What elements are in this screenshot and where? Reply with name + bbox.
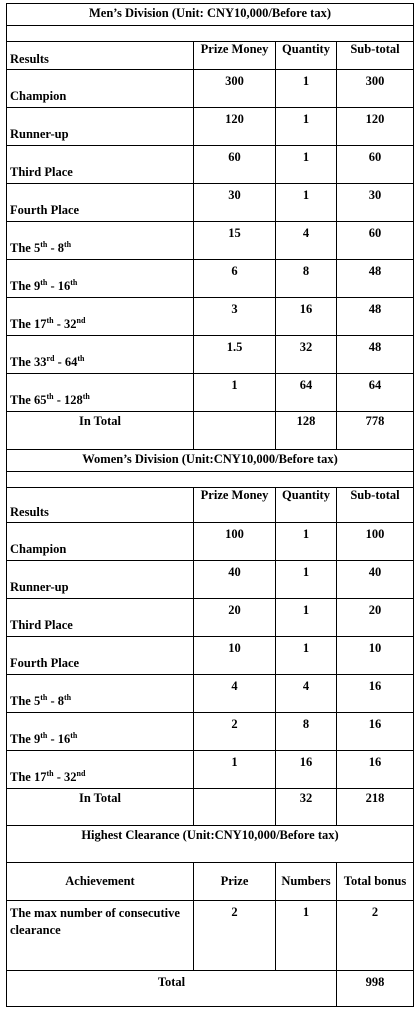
result-label-range: - 32 bbox=[53, 317, 77, 331]
womens-total-label: In Total bbox=[7, 789, 194, 826]
ordinal-suffix: nd bbox=[76, 768, 86, 778]
mens-header-subtotal: Sub-total bbox=[337, 42, 414, 70]
quantity-cell: 1 bbox=[276, 523, 337, 561]
table-row bbox=[7, 336, 414, 374]
clearance-header-achievement: Achievement bbox=[7, 863, 194, 901]
table-row bbox=[7, 298, 414, 336]
result-label bbox=[7, 713, 194, 751]
clearance-section bbox=[7, 826, 414, 1007]
womens-division bbox=[7, 450, 414, 523]
result-label bbox=[7, 222, 194, 260]
prize-money-cell: 1.5 bbox=[194, 336, 276, 374]
table-row bbox=[7, 561, 414, 599]
mens-rows bbox=[7, 70, 414, 412]
result-label-text: Runner-up bbox=[10, 580, 69, 594]
clearance-title: Highest Clearance (Unit:CNY10,000/Before tax) bbox=[7, 826, 414, 863]
table-row bbox=[7, 184, 414, 222]
subtotal-cell: 64 bbox=[337, 374, 414, 412]
result-label-range: - 32 bbox=[53, 770, 77, 784]
result-label bbox=[7, 70, 194, 108]
mens-total-subtotal: 778 bbox=[337, 412, 414, 450]
mens-header-results: Results bbox=[7, 42, 194, 70]
result-label-range: - 8 bbox=[47, 241, 65, 255]
prize-money-cell: 40 bbox=[194, 561, 276, 599]
result-label-text: Fourth Place bbox=[10, 203, 80, 217]
subtotal-cell: 16 bbox=[337, 675, 414, 713]
result-label-text: The 5 bbox=[10, 694, 41, 708]
ordinal-suffix: th bbox=[46, 315, 54, 325]
ordinal-suffix: th bbox=[70, 730, 78, 740]
clearance-prize: 2 bbox=[194, 901, 276, 971]
result-label-text: The 33 bbox=[10, 355, 47, 369]
result-label-text: Champion bbox=[10, 542, 67, 556]
result-label bbox=[7, 599, 194, 637]
table-row bbox=[7, 713, 414, 751]
result-label bbox=[7, 374, 194, 412]
quantity-cell: 64 bbox=[276, 374, 337, 412]
clearance-header-total-bonus: Total bonus bbox=[337, 863, 414, 901]
prize-money-cell: 15 bbox=[194, 222, 276, 260]
result-label-text: The 9 bbox=[10, 732, 41, 746]
quantity-cell: 1 bbox=[276, 108, 337, 146]
table-row bbox=[7, 599, 414, 637]
table-row bbox=[7, 222, 414, 260]
prize-money-cell: 2 bbox=[194, 713, 276, 751]
ordinal-suffix: th bbox=[70, 277, 78, 287]
result-label bbox=[7, 336, 194, 374]
result-label-text: Champion bbox=[10, 89, 67, 103]
ordinal-suffix: th bbox=[46, 768, 54, 778]
clearance-numbers: 1 bbox=[276, 901, 337, 971]
table-row bbox=[7, 260, 414, 298]
result-label-range: - 8 bbox=[47, 694, 65, 708]
quantity-cell: 1 bbox=[276, 184, 337, 222]
clearance-header-prize: Prize bbox=[194, 863, 276, 901]
result-label bbox=[7, 108, 194, 146]
subtotal-cell: 40 bbox=[337, 561, 414, 599]
result-label-range: - 16 bbox=[47, 279, 71, 293]
mens-division bbox=[7, 4, 414, 70]
table-row bbox=[7, 374, 414, 412]
clearance-achievement-label: The max number of consecutive clearance bbox=[7, 901, 194, 971]
ordinal-suffix: th bbox=[64, 239, 72, 249]
table-row bbox=[7, 523, 414, 561]
quantity-cell: 1 bbox=[276, 599, 337, 637]
prize-money-cell: 3 bbox=[194, 298, 276, 336]
result-label bbox=[7, 523, 194, 561]
result-label bbox=[7, 751, 194, 789]
prize-money-cell: 1 bbox=[194, 374, 276, 412]
prize-money-cell: 10 bbox=[194, 637, 276, 675]
subtotal-cell: 300 bbox=[337, 70, 414, 108]
prize-money-cell: 300 bbox=[194, 70, 276, 108]
result-label bbox=[7, 260, 194, 298]
result-label-text: Fourth Place bbox=[10, 656, 80, 670]
subtotal-cell: 48 bbox=[337, 260, 414, 298]
womens-header-subtotal: Sub-total bbox=[337, 488, 414, 523]
womens-header-quantity: Quantity bbox=[276, 488, 337, 523]
prize-money-cell: 60 bbox=[194, 146, 276, 184]
result-label-text: Runner-up bbox=[10, 127, 69, 141]
ordinal-suffix: th bbox=[40, 692, 48, 702]
result-label-text: The 65 bbox=[10, 393, 47, 407]
ordinal-suffix: th bbox=[40, 239, 48, 249]
prize-money-cell: 6 bbox=[194, 260, 276, 298]
prize-money-cell: 30 bbox=[194, 184, 276, 222]
clearance-header-numbers: Numbers bbox=[276, 863, 337, 901]
result-label bbox=[7, 146, 194, 184]
quantity-cell: 16 bbox=[276, 751, 337, 789]
table-row bbox=[7, 675, 414, 713]
ordinal-suffix: rd bbox=[46, 353, 55, 363]
prize-table bbox=[6, 3, 414, 1007]
table-row bbox=[7, 70, 414, 108]
result-label bbox=[7, 675, 194, 713]
quantity-cell: 4 bbox=[276, 222, 337, 260]
quantity-cell: 1 bbox=[276, 637, 337, 675]
ordinal-suffix: th bbox=[40, 730, 48, 740]
result-label bbox=[7, 298, 194, 336]
subtotal-cell: 100 bbox=[337, 523, 414, 561]
mens-total-label: In Total bbox=[7, 412, 194, 450]
womens-header-prize: Prize Money bbox=[194, 488, 276, 523]
subtotal-cell: 60 bbox=[337, 146, 414, 184]
quantity-cell: 8 bbox=[276, 260, 337, 298]
womens-division-title: Women’s Division (Unit:CNY10,000/Before tax) bbox=[7, 450, 414, 472]
ordinal-suffix: th bbox=[40, 277, 48, 287]
mens-division-title: Men’s Division (Unit: CNY10,000/Before tax) bbox=[7, 4, 414, 26]
subtotal-cell: 16 bbox=[337, 751, 414, 789]
table-row bbox=[7, 637, 414, 675]
result-label-text: The 17 bbox=[10, 770, 47, 784]
result-label bbox=[7, 561, 194, 599]
ordinal-suffix: th bbox=[77, 353, 85, 363]
quantity-cell: 1 bbox=[276, 70, 337, 108]
result-label-text: Third Place bbox=[10, 165, 73, 179]
prize-money-cell: 100 bbox=[194, 523, 276, 561]
prize-money-cell: 120 bbox=[194, 108, 276, 146]
table-row bbox=[7, 751, 414, 789]
subtotal-cell: 30 bbox=[337, 184, 414, 222]
mens-total-quantity: 128 bbox=[276, 412, 337, 450]
womens-total-subtotal: 218 bbox=[337, 789, 414, 826]
table-row bbox=[7, 108, 414, 146]
quantity-cell: 8 bbox=[276, 713, 337, 751]
result-label bbox=[7, 637, 194, 675]
womens-total-quantity: 32 bbox=[276, 789, 337, 826]
subtotal-cell: 48 bbox=[337, 336, 414, 374]
result-label-text: The 5 bbox=[10, 241, 41, 255]
ordinal-suffix: th bbox=[82, 391, 90, 401]
subtotal-cell: 16 bbox=[337, 713, 414, 751]
ordinal-suffix: th bbox=[64, 692, 72, 702]
result-label-text: The 9 bbox=[10, 279, 41, 293]
result-label bbox=[7, 184, 194, 222]
quantity-cell: 32 bbox=[276, 336, 337, 374]
quantity-cell: 4 bbox=[276, 675, 337, 713]
result-label-text: The 17 bbox=[10, 317, 47, 331]
table-row bbox=[7, 146, 414, 184]
quantity-cell: 16 bbox=[276, 298, 337, 336]
subtotal-cell: 10 bbox=[337, 637, 414, 675]
result-label-range: - 128 bbox=[53, 393, 83, 407]
prize-money-cell: 4 bbox=[194, 675, 276, 713]
clearance-total-bonus: 2 bbox=[337, 901, 414, 971]
subtotal-cell: 48 bbox=[337, 298, 414, 336]
womens-header-results: Results bbox=[7, 488, 194, 523]
prize-money-cell: 20 bbox=[194, 599, 276, 637]
subtotal-cell: 20 bbox=[337, 599, 414, 637]
result-label-text: Third Place bbox=[10, 618, 73, 632]
subtotal-cell: 60 bbox=[337, 222, 414, 260]
result-label-range: - 16 bbox=[47, 732, 71, 746]
ordinal-suffix: nd bbox=[76, 315, 86, 325]
mens-header-quantity: Quantity bbox=[276, 42, 337, 70]
quantity-cell: 1 bbox=[276, 561, 337, 599]
womens-rows bbox=[7, 523, 414, 789]
ordinal-suffix: th bbox=[46, 391, 54, 401]
subtotal-cell: 120 bbox=[337, 108, 414, 146]
result-label-range: - 64 bbox=[54, 355, 78, 369]
grand-total-label: Total bbox=[7, 971, 337, 1007]
grand-total-value: 998 bbox=[337, 971, 414, 1007]
mens-header-prize: Prize Money bbox=[194, 42, 276, 70]
prize-money-cell: 1 bbox=[194, 751, 276, 789]
quantity-cell: 1 bbox=[276, 146, 337, 184]
